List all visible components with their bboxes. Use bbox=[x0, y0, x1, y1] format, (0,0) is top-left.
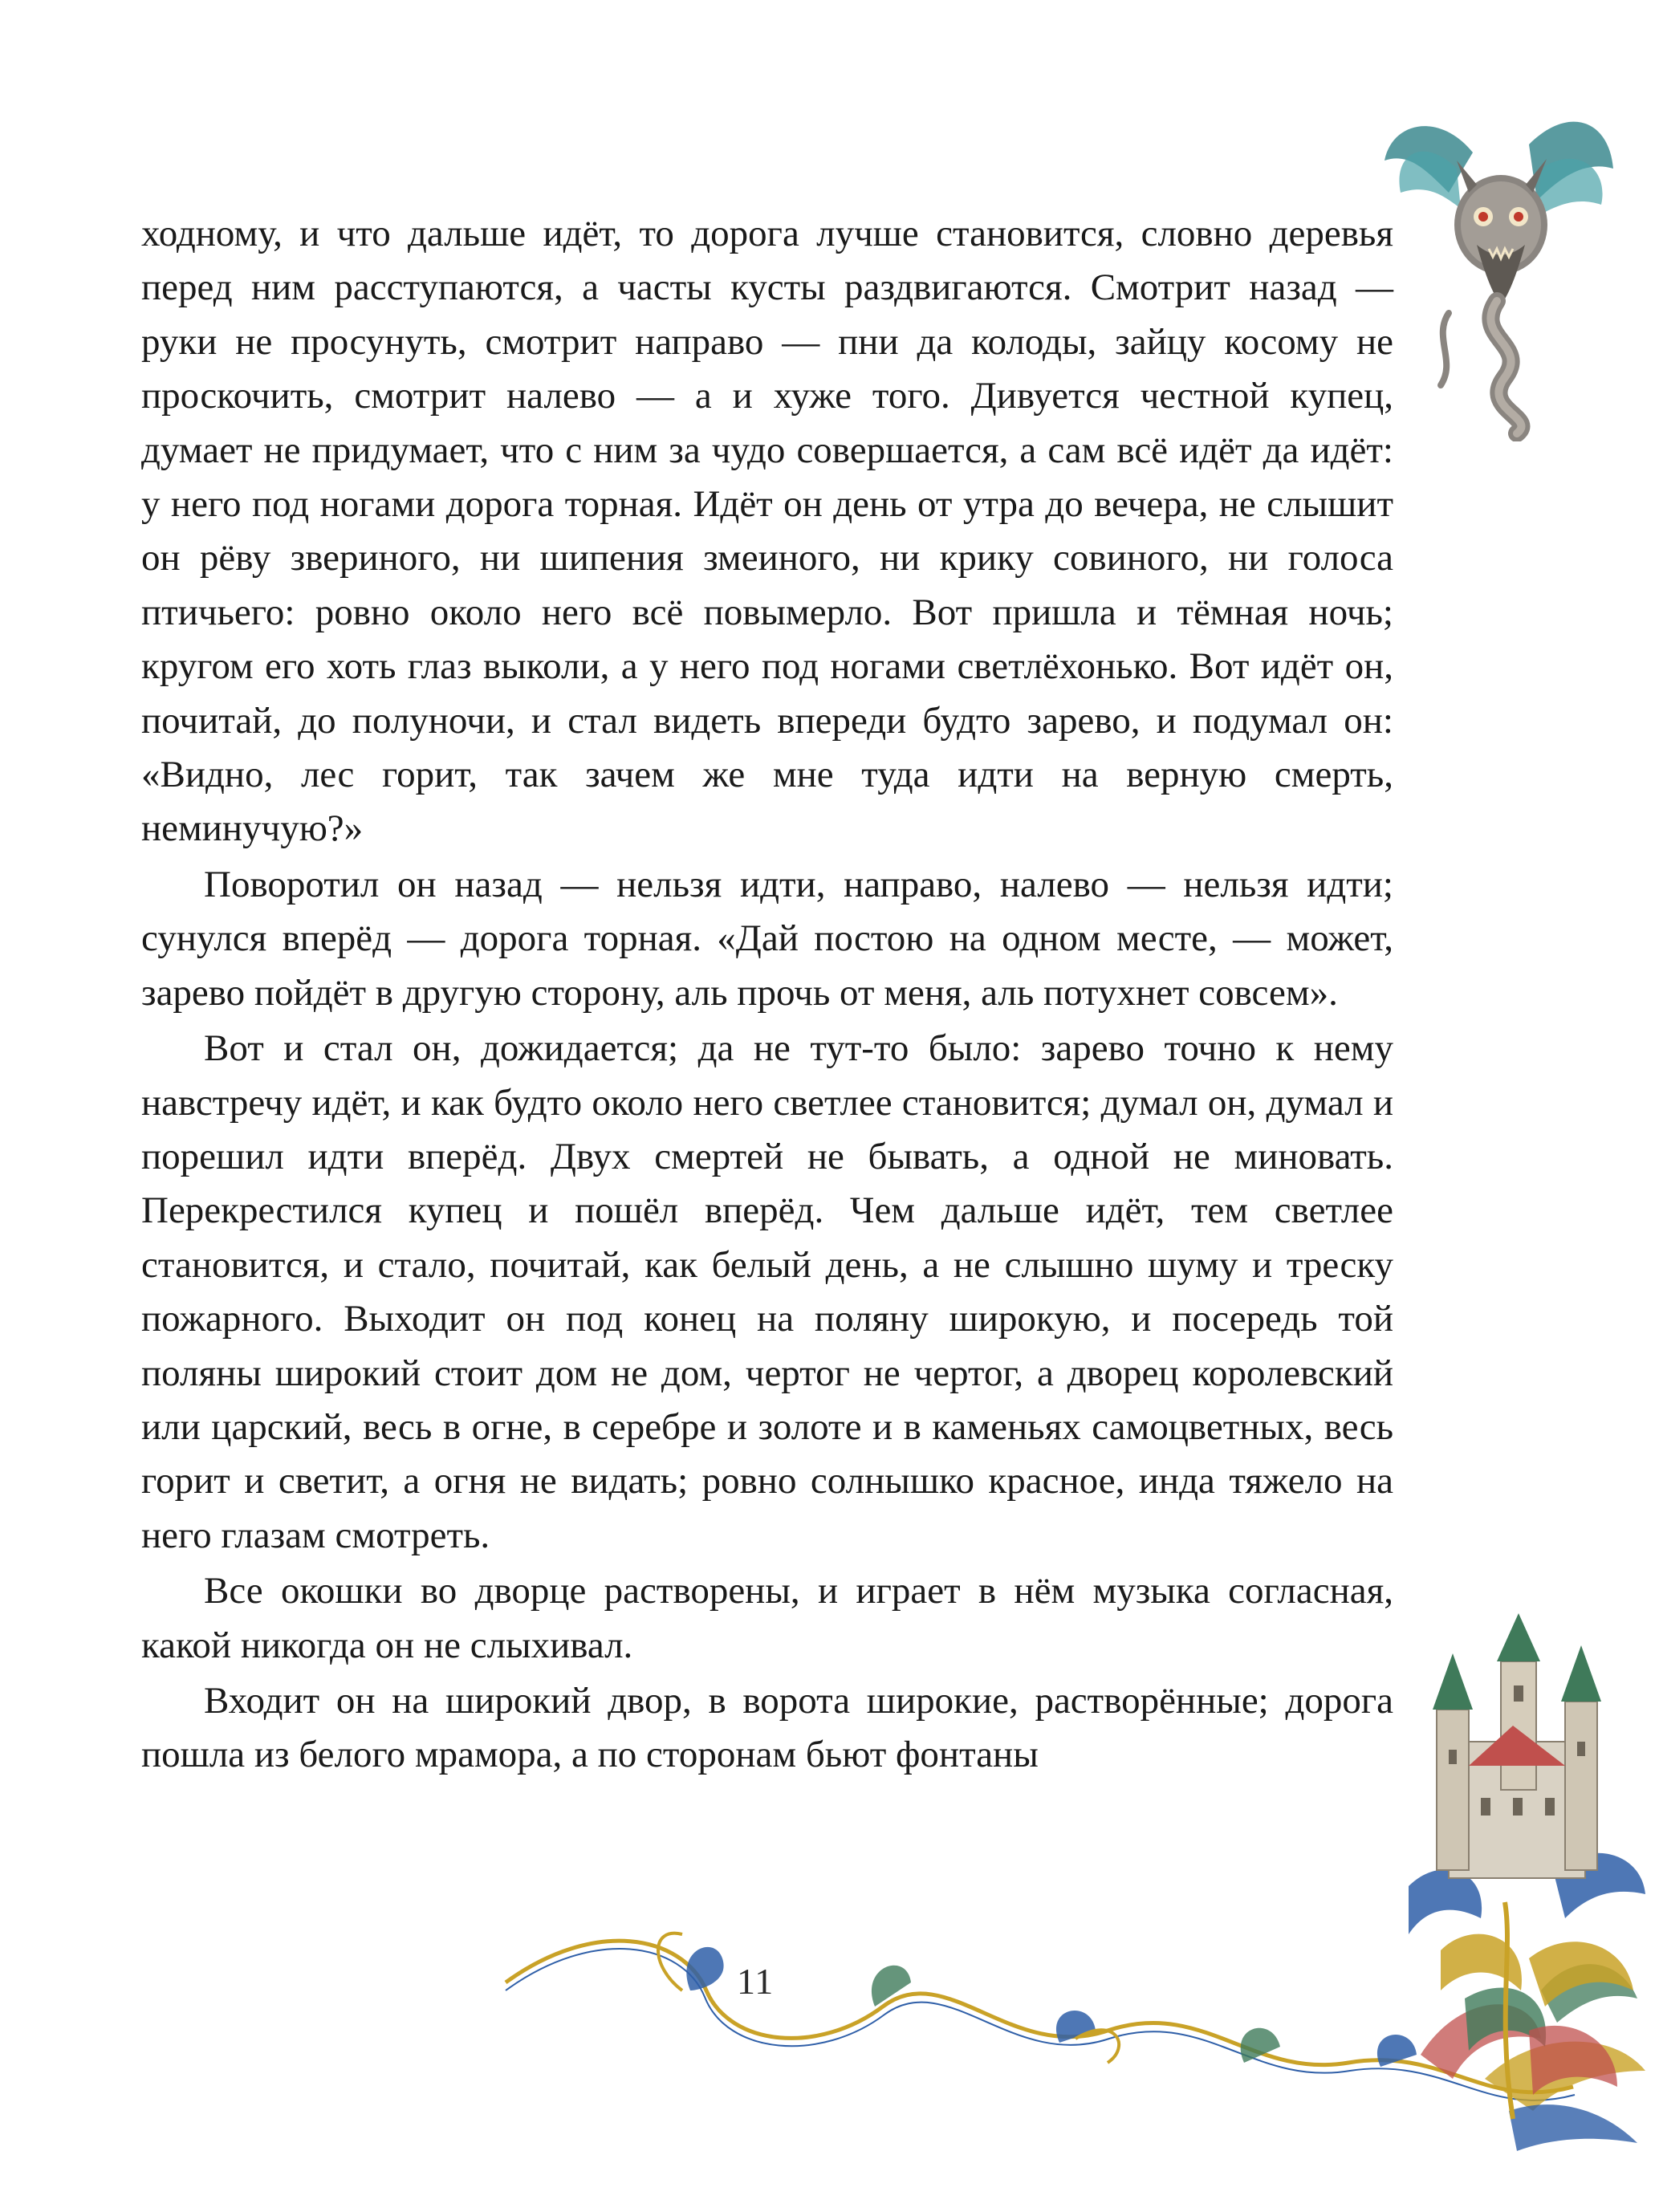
paragraph: Все окошки во дворце растворены, и играет в нём музыка согласная, какой никогда он не слыхивал. bbox=[141, 1570, 1393, 1666]
castle-illustration bbox=[1393, 1613, 1649, 2127]
paragraph: Поворотил он назад — нельзя идти, направо, налево — нельзя идти; сунулся вперёд — дорога торная. «Дай постою на одном месте, — может, зарево пойдёт в другую сторону, аль прочь от меня, аль потухнет совсем». bbox=[141, 863, 1393, 1014]
paragraph: ходному, и что дальше идёт, то дорога лучше становится, словно деревья перед ним расступаются, а часты кусты раздвигаются. Смотрит назад — руки не просунуть, смотрит направо — пни да колоды, зайцу косому не проскочить, смотрит налево — а и хуже того. Дивуется честной купец, думает не придумает, что с ним за чудо совершается, а сам всё идёт да идёт: у него под ногами дорога торная. Идёт он день от утра до вечера, не слышит он рёву звериного, ни шипения змеиного, ни крику совиного, ни голоса птичьего: ровно около него всё повымерло. Вот пришла и тёмная ночь; кругом его хоть глаз выколи, а у него под ногами светлёхонько. Вот идёт он, почитай, до полуночи, и стал видеть впереди будто зарево, и подумал он: «Видно, лес горит, так зачем же мне туда идти на верную смерть, неминучую?» bbox=[141, 213, 1393, 850]
winged-demon-illustration bbox=[1376, 104, 1617, 441]
paragraph: Вот и стал он, дожидается; да не тут-то было: зарево точно к нему навстречу идёт, и как будто около него светлее становится; думал он, думал и порешил идти вперёд. Двух смертей не бывать, а одной не миновать. Перекрестился купец и пошёл вперёд. Чем дальше идёт, тем светлее становится, и стало, почитай, как белый день, а не слышно шуму и треску пожарного. Выходит он под конец на поляну широкую, и посередь той поляны широкий стоит дом не дом, чертог не чертог, а дворец королевский или царский, весь в огне, в серебре и золоте и в каменьях самоцветных, весь горит и светит, а огня не видать; ровно солнышко красное, инда тяжело на него глазам смотреть. bbox=[141, 1027, 1393, 1556]
story-text bbox=[141, 207, 1393, 1784]
page-number: 11 bbox=[737, 1961, 775, 2002]
paragraph: Входит он на широкий двор, в ворота широкие, растворённые; дорога пошла из белого мрамора, а по сторонам бьют фонтаны bbox=[141, 1679, 1393, 1776]
